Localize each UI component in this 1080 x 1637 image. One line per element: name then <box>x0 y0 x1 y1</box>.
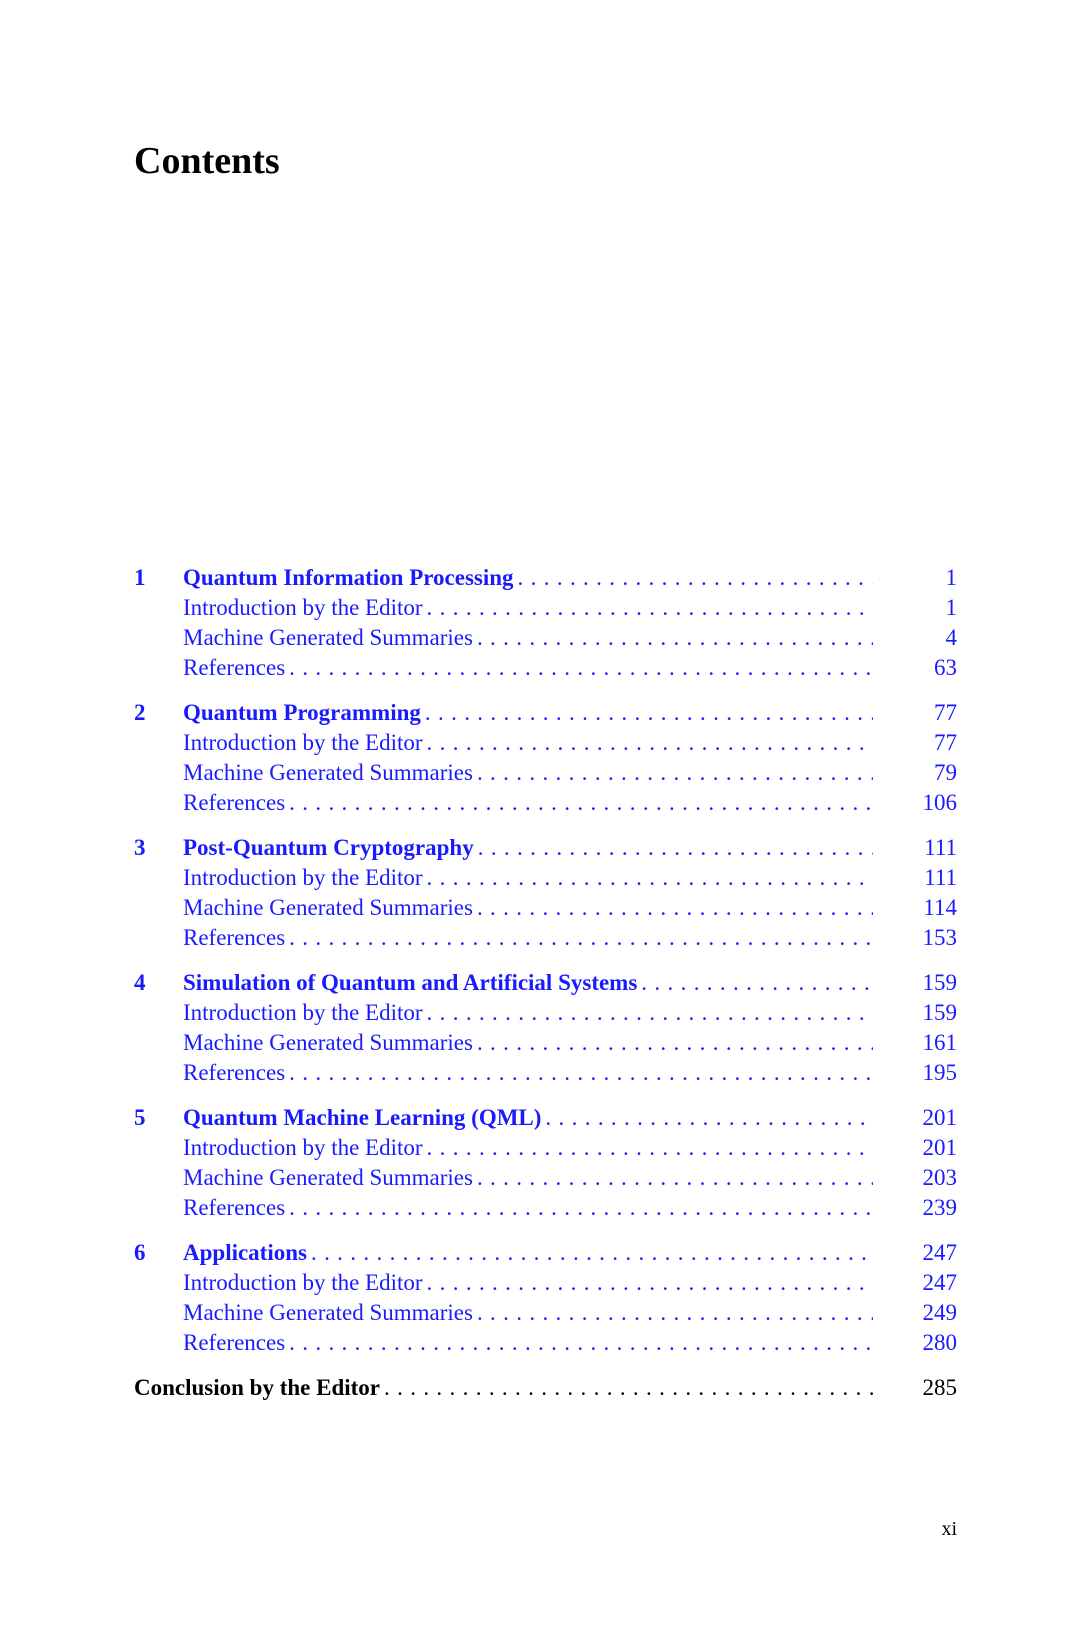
toc-entry-chapter[interactable] <box>134 1238 957 1268</box>
chapter-title: Quantum Programming <box>183 700 421 725</box>
section-title: Machine Generated Summaries <box>183 760 473 785</box>
chapter-number: 6 <box>134 1240 146 1265</box>
toc-entry-section[interactable] <box>134 923 957 953</box>
toc-page-number: 111 <box>924 865 957 890</box>
toc-entry-section[interactable] <box>134 893 957 923</box>
dot-leader <box>477 893 873 923</box>
chapter-number: 2 <box>134 700 146 725</box>
section-title: Introduction by the Editor <box>183 595 423 620</box>
dot-leader <box>427 1133 873 1163</box>
section-title: Machine Generated Summaries <box>183 1030 473 1055</box>
toc-page-number: 77 <box>934 700 957 725</box>
chapter-title: Quantum Machine Learning (QML) <box>183 1105 542 1130</box>
toc-entry-section[interactable] <box>134 1328 957 1358</box>
toc-entry-section[interactable] <box>134 1298 957 1328</box>
toc-entry-section[interactable] <box>134 623 957 653</box>
dot-leader <box>289 1193 873 1223</box>
section-title: References <box>183 925 286 950</box>
chapter-title: Applications <box>183 1240 307 1265</box>
section-title: Machine Generated Summaries <box>183 625 473 650</box>
toc-page-number: 201 <box>922 1135 957 1160</box>
toc-entry-section[interactable] <box>134 1193 957 1223</box>
chapter-title: Simulation of Quantum and Artificial Systems <box>183 970 638 995</box>
toc-page-number: 201 <box>922 1105 957 1130</box>
toc-page-number: 159 <box>922 970 957 995</box>
toc-entry-chapter[interactable] <box>134 563 957 593</box>
chapter-list <box>134 563 957 1358</box>
section-title: References <box>183 655 286 680</box>
toc-page-number: 285 <box>922 1375 957 1400</box>
toc-page-number: 114 <box>923 895 957 920</box>
dot-leader <box>477 1028 873 1058</box>
dot-leader <box>289 653 873 683</box>
dot-leader <box>427 863 873 893</box>
dot-leader <box>477 623 873 653</box>
toc-page-number: 153 <box>922 925 957 950</box>
dot-leader <box>477 1163 873 1193</box>
dot-leader <box>478 833 873 863</box>
toc-entry-section[interactable] <box>134 1163 957 1193</box>
chapter-title: Quantum Information Processing <box>183 565 514 590</box>
chapter-block <box>134 563 957 683</box>
chapter-block <box>134 1238 957 1358</box>
toc-page-number: 4 <box>945 625 957 650</box>
toc-entry-section[interactable] <box>134 758 957 788</box>
dot-leader <box>427 728 873 758</box>
toc-entry-chapter[interactable] <box>134 1103 957 1133</box>
toc-page-number: 195 <box>922 1060 957 1085</box>
toc-page-number: 106 <box>922 790 957 815</box>
chapter-number: 5 <box>134 1105 146 1130</box>
dot-leader <box>289 1058 873 1088</box>
toc-page-number: 111 <box>924 835 957 860</box>
toc-page-number: 77 <box>934 730 957 755</box>
dot-leader <box>289 923 873 953</box>
toc-page-number: 159 <box>922 1000 957 1025</box>
toc-page-number: 247 <box>922 1240 957 1265</box>
toc-entry-section[interactable] <box>134 1268 957 1298</box>
toc-entry-section[interactable] <box>134 593 957 623</box>
toc-page-number: 1 <box>945 565 957 590</box>
dot-leader <box>427 593 873 623</box>
toc-page-number: 1 <box>945 595 957 620</box>
section-title: Introduction by the Editor <box>183 865 423 890</box>
section-title: References <box>183 1060 286 1085</box>
toc-entry-title: Conclusion by the Editor <box>134 1375 381 1400</box>
section-title: Introduction by the Editor <box>183 1270 423 1295</box>
toc-page-number: 161 <box>922 1030 957 1055</box>
chapter-title: Post-Quantum Cryptography <box>183 835 474 860</box>
dot-leader <box>425 698 873 728</box>
toc-entry-section[interactable] <box>134 863 957 893</box>
section-title: Machine Generated Summaries <box>183 1300 473 1325</box>
dot-leader <box>384 1373 873 1403</box>
toc-entry-section[interactable] <box>134 998 957 1028</box>
chapter-block <box>134 1103 957 1223</box>
toc-entry-section[interactable] <box>134 728 957 758</box>
section-title: Machine Generated Summaries <box>183 1165 473 1190</box>
toc-page-number: 249 <box>922 1300 957 1325</box>
toc-page-number: 247 <box>922 1270 957 1295</box>
page-title: Contents <box>134 140 280 182</box>
dot-leader <box>427 998 873 1028</box>
toc-entry-section[interactable] <box>134 1133 957 1163</box>
dot-leader <box>311 1238 873 1268</box>
toc-entry-chapter[interactable] <box>134 698 957 728</box>
toc-entry-section[interactable] <box>134 653 957 683</box>
toc-entry-section[interactable] <box>134 788 957 818</box>
toc-entry-section[interactable] <box>134 1028 957 1058</box>
toc-page-number: 280 <box>922 1330 957 1355</box>
dot-leader <box>518 563 873 593</box>
dot-leader <box>427 1268 873 1298</box>
chapter-block <box>134 833 957 953</box>
section-title: References <box>183 1195 286 1220</box>
toc-page-number: 203 <box>922 1165 957 1190</box>
chapter-number: 3 <box>134 835 146 860</box>
dot-leader <box>545 1103 873 1133</box>
toc-page-number: 79 <box>934 760 957 785</box>
dot-leader <box>289 1328 873 1358</box>
section-title: Introduction by the Editor <box>183 1000 423 1025</box>
dot-leader <box>477 1298 873 1328</box>
dot-leader <box>477 758 873 788</box>
toc-entry-chapter[interactable] <box>134 968 957 998</box>
chapter-number: 1 <box>134 565 146 590</box>
section-title: References <box>183 790 286 815</box>
dot-leader <box>289 788 873 818</box>
chapter-number: 4 <box>134 970 146 995</box>
toc-page-number: 63 <box>934 655 957 680</box>
toc-entry-section[interactable] <box>134 1058 957 1088</box>
toc-entry-chapter[interactable] <box>134 833 957 863</box>
section-title: Introduction by the Editor <box>183 730 423 755</box>
chapter-block <box>134 968 957 1088</box>
section-title: References <box>183 1330 286 1355</box>
section-title: Introduction by the Editor <box>183 1135 423 1160</box>
dot-leader <box>641 968 873 998</box>
table-of-contents <box>134 563 957 1403</box>
toc-entry-conclusion[interactable] <box>134 1373 957 1403</box>
section-title: Machine Generated Summaries <box>183 895 473 920</box>
chapter-block <box>134 698 957 818</box>
toc-page-number: 239 <box>922 1195 957 1220</box>
page-folio: xi <box>941 1518 957 1540</box>
